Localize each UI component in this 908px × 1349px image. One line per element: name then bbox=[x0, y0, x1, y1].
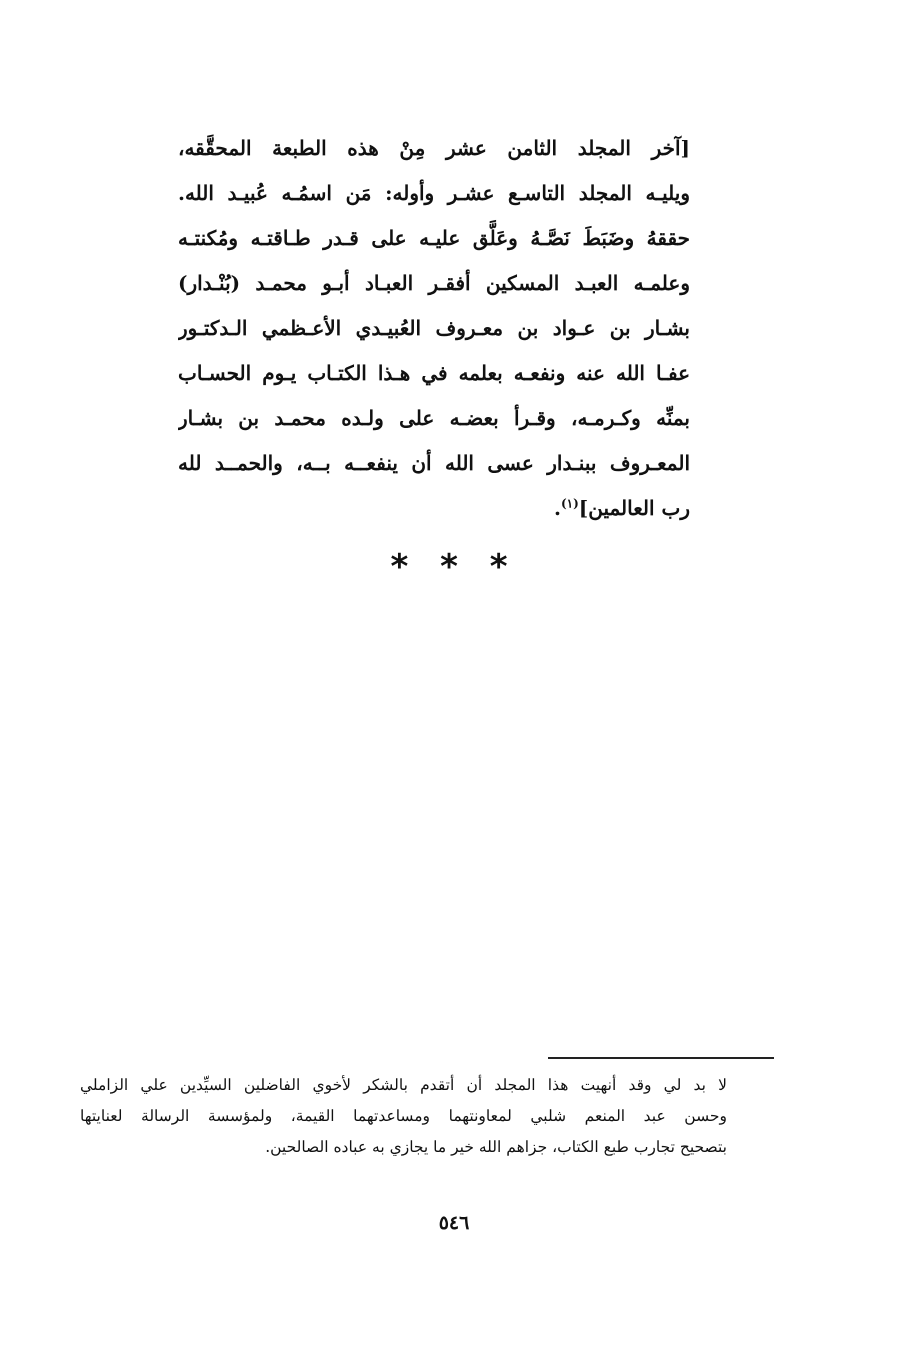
text-line-9 bbox=[178, 486, 690, 531]
footnote-block bbox=[80, 1070, 727, 1163]
text-line-5: بشـار بن عـواد بن معـروف العُبيـدي الأعـظمي الـدكتـور bbox=[178, 316, 690, 340]
main-text-block bbox=[178, 126, 690, 531]
closing-period: . bbox=[553, 496, 561, 520]
footnote-divider bbox=[548, 1057, 774, 1059]
text-line-4: وعلمـه العبـد المسكين أفقـر العبـاد أبـو محمـد (بُنْـدار) bbox=[178, 271, 690, 295]
footnote-line-1: لا بد لي وقد أنهيت هذا المجلد أن أتقدم بالشكر لأخوي الفاضلين السيِّدين علي الزاملي bbox=[80, 1076, 727, 1094]
section-separator: * * * bbox=[390, 547, 518, 587]
footnote-line-2: وحسن عبد المنعم شلبي لمعاونتهما ومساعدتهما القيمة، ولمؤسسة الرسالة لعنايتها bbox=[80, 1107, 727, 1125]
footnote-marker: (١) bbox=[560, 496, 579, 511]
text-line-3: حققهُ وضَبَطَ نَصَّـهُ وعَلَّق عليـه على قـدر طـاقتـه ومُكنتـه bbox=[178, 226, 690, 250]
text-line-6: عفـا الله عنه ونفعـه بعلمه في هـذا الكتـاب يـوم الحسـاب bbox=[178, 361, 690, 385]
closing-text: رب العالمين] bbox=[578, 496, 690, 520]
footnote-line-3: بتصحيح تجارب طبع الكتاب، جزاهم الله خير ما يجازي به عباده الصالحين. bbox=[265, 1138, 727, 1156]
text-line-1: [آخر المجلد الثامن عشر مِنْ هذه الطبعة المحقَّقه، bbox=[178, 136, 690, 160]
text-line-7: بمنِّه وكـرمـه، وقـرأ بعضـه على ولـده محمـد بن بشـار bbox=[178, 406, 690, 430]
text-line-8: المعـروف ببنـدار عسى الله أن ينفعــه بــه، والحمــد لله bbox=[178, 451, 690, 475]
text-line-2: ويليـه المجلد التاسـع عشـر وأوله: مَن اسمُـه عُبيـد الله. bbox=[178, 181, 690, 205]
page-number: ٥٤٦ bbox=[438, 1212, 470, 1234]
